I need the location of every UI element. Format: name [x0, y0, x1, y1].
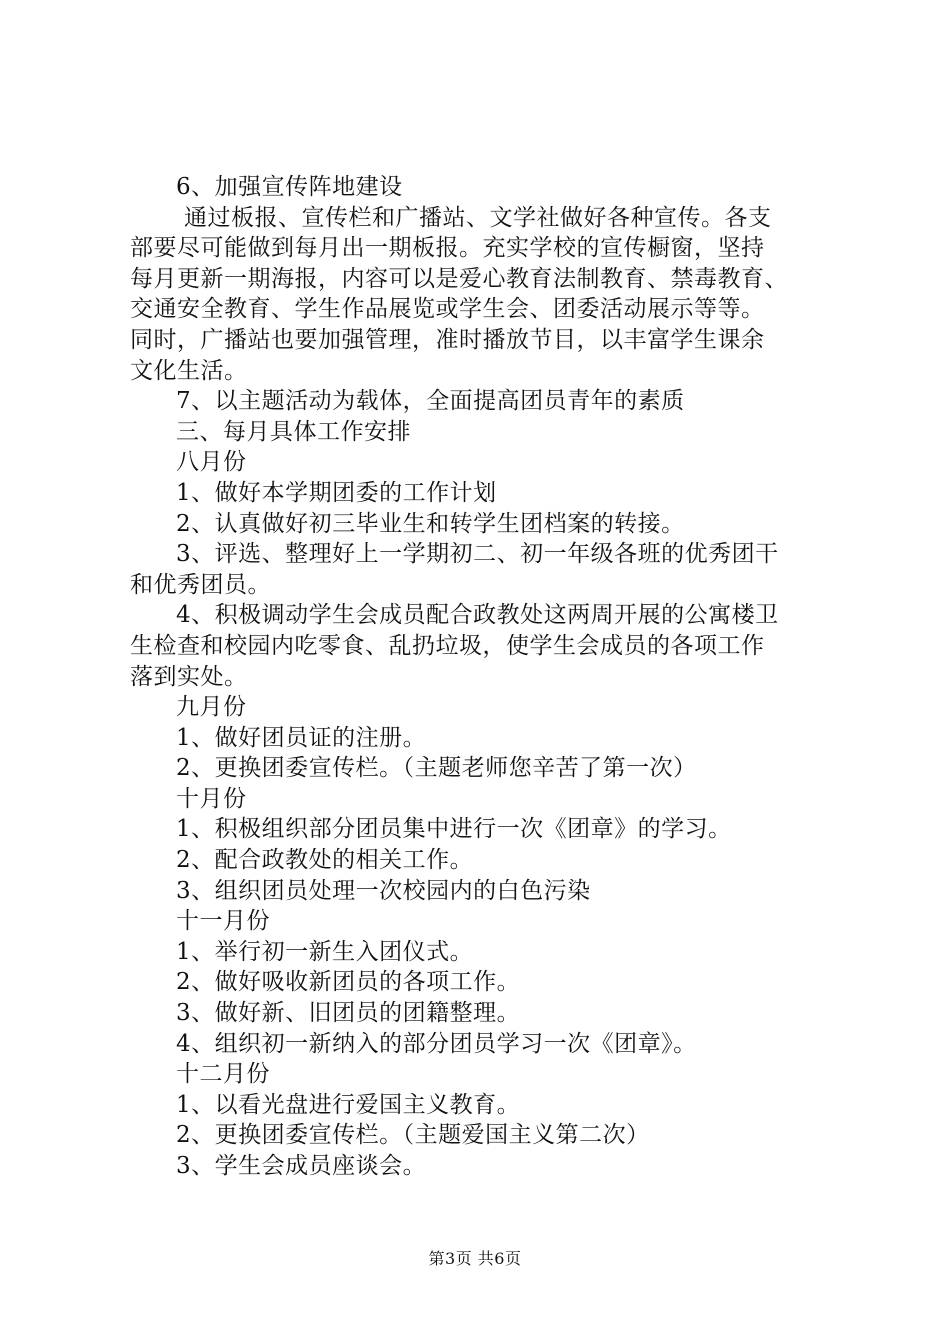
text-line: 7、以主题活动为载体，全面提高团员青年的素质: [176, 388, 685, 415]
text-line: 1、做好团员证的注册。: [176, 724, 427, 751]
page-footer: 第3页 共6页: [428, 1249, 522, 1268]
text-lines: [130, 172, 830, 1182]
text-line: 生检查和校园内吃零食、乱扔垃圾，使学生会成员的各项工作: [130, 632, 765, 659]
text-line: 3、评选、整理好上一学期初二、初一年级各班的优秀团干: [176, 541, 779, 568]
text-line: 三、每月具体工作安排: [176, 418, 411, 445]
text-line: 文化生活。: [130, 357, 248, 384]
text-line: 落到实处。: [130, 663, 248, 690]
text-line: 八月份: [176, 449, 247, 476]
text-line: 2、更换团委宣传栏。（主题老师您辛苦了第一次）: [176, 755, 697, 782]
text-line: 交通安全教育、学生作品展览或学生会、团委活动展示等等。: [130, 296, 765, 323]
text-line: 同时，广播站也要加强管理，准时播放节目，以丰富学生课余: [130, 326, 765, 353]
text-line: 3、学生会成员座谈会。: [176, 1153, 427, 1179]
text-line: 十二月份: [176, 1061, 270, 1088]
text-line: 3、组织团员处理一次校园内的白色污染: [176, 877, 591, 904]
text-line: 3、做好新、旧团员的团籍整理。: [176, 1000, 521, 1027]
text-line: 2、认真做好初三毕业生和转学生团档案的转接。: [176, 510, 685, 537]
document-body: [130, 172, 830, 1182]
text-line: 2、做好吸收新团员的各项工作。: [176, 969, 521, 996]
text-line: 4、组织初一新纳入的部分团员学习一次《团章》。: [176, 1030, 697, 1057]
text-line: 2、更换团委宣传栏。（主题爱国主义第二次）: [176, 1122, 650, 1149]
text-line: 九月份: [176, 694, 247, 721]
text-line: 6、加强宣传阵地建设: [176, 174, 403, 200]
text-line: 每月更新一期海报，内容可以是爱心教育法制教育、禁毒教育、: [130, 265, 788, 292]
text-line: 1、做好本学期团委的工作计划: [176, 479, 497, 506]
text-line: 1、举行初一新生入团仪式。: [176, 938, 474, 965]
text-line: 部要尽可能做到每月出一期板报。充实学校的宣传橱窗，坚持: [130, 235, 765, 262]
text-line: 十一月份: [176, 908, 270, 935]
text-line: 1、积极组织部分团员集中进行一次《团章》的学习。: [176, 816, 732, 843]
text-line: 和优秀团员。: [130, 571, 271, 598]
text-line: 4、积极调动学生会成员配合政教处这两周开展的公寓楼卫: [176, 602, 779, 629]
text-line: 2、配合政教处的相关工作。: [176, 847, 474, 874]
text-line: 通过板报、宣传栏和广播站、文学社做好各种宣传。各支: [184, 204, 772, 231]
text-line: 十月份: [176, 785, 247, 812]
text-line: 1、以看光盘进行爱国主义教育。: [176, 1091, 521, 1118]
